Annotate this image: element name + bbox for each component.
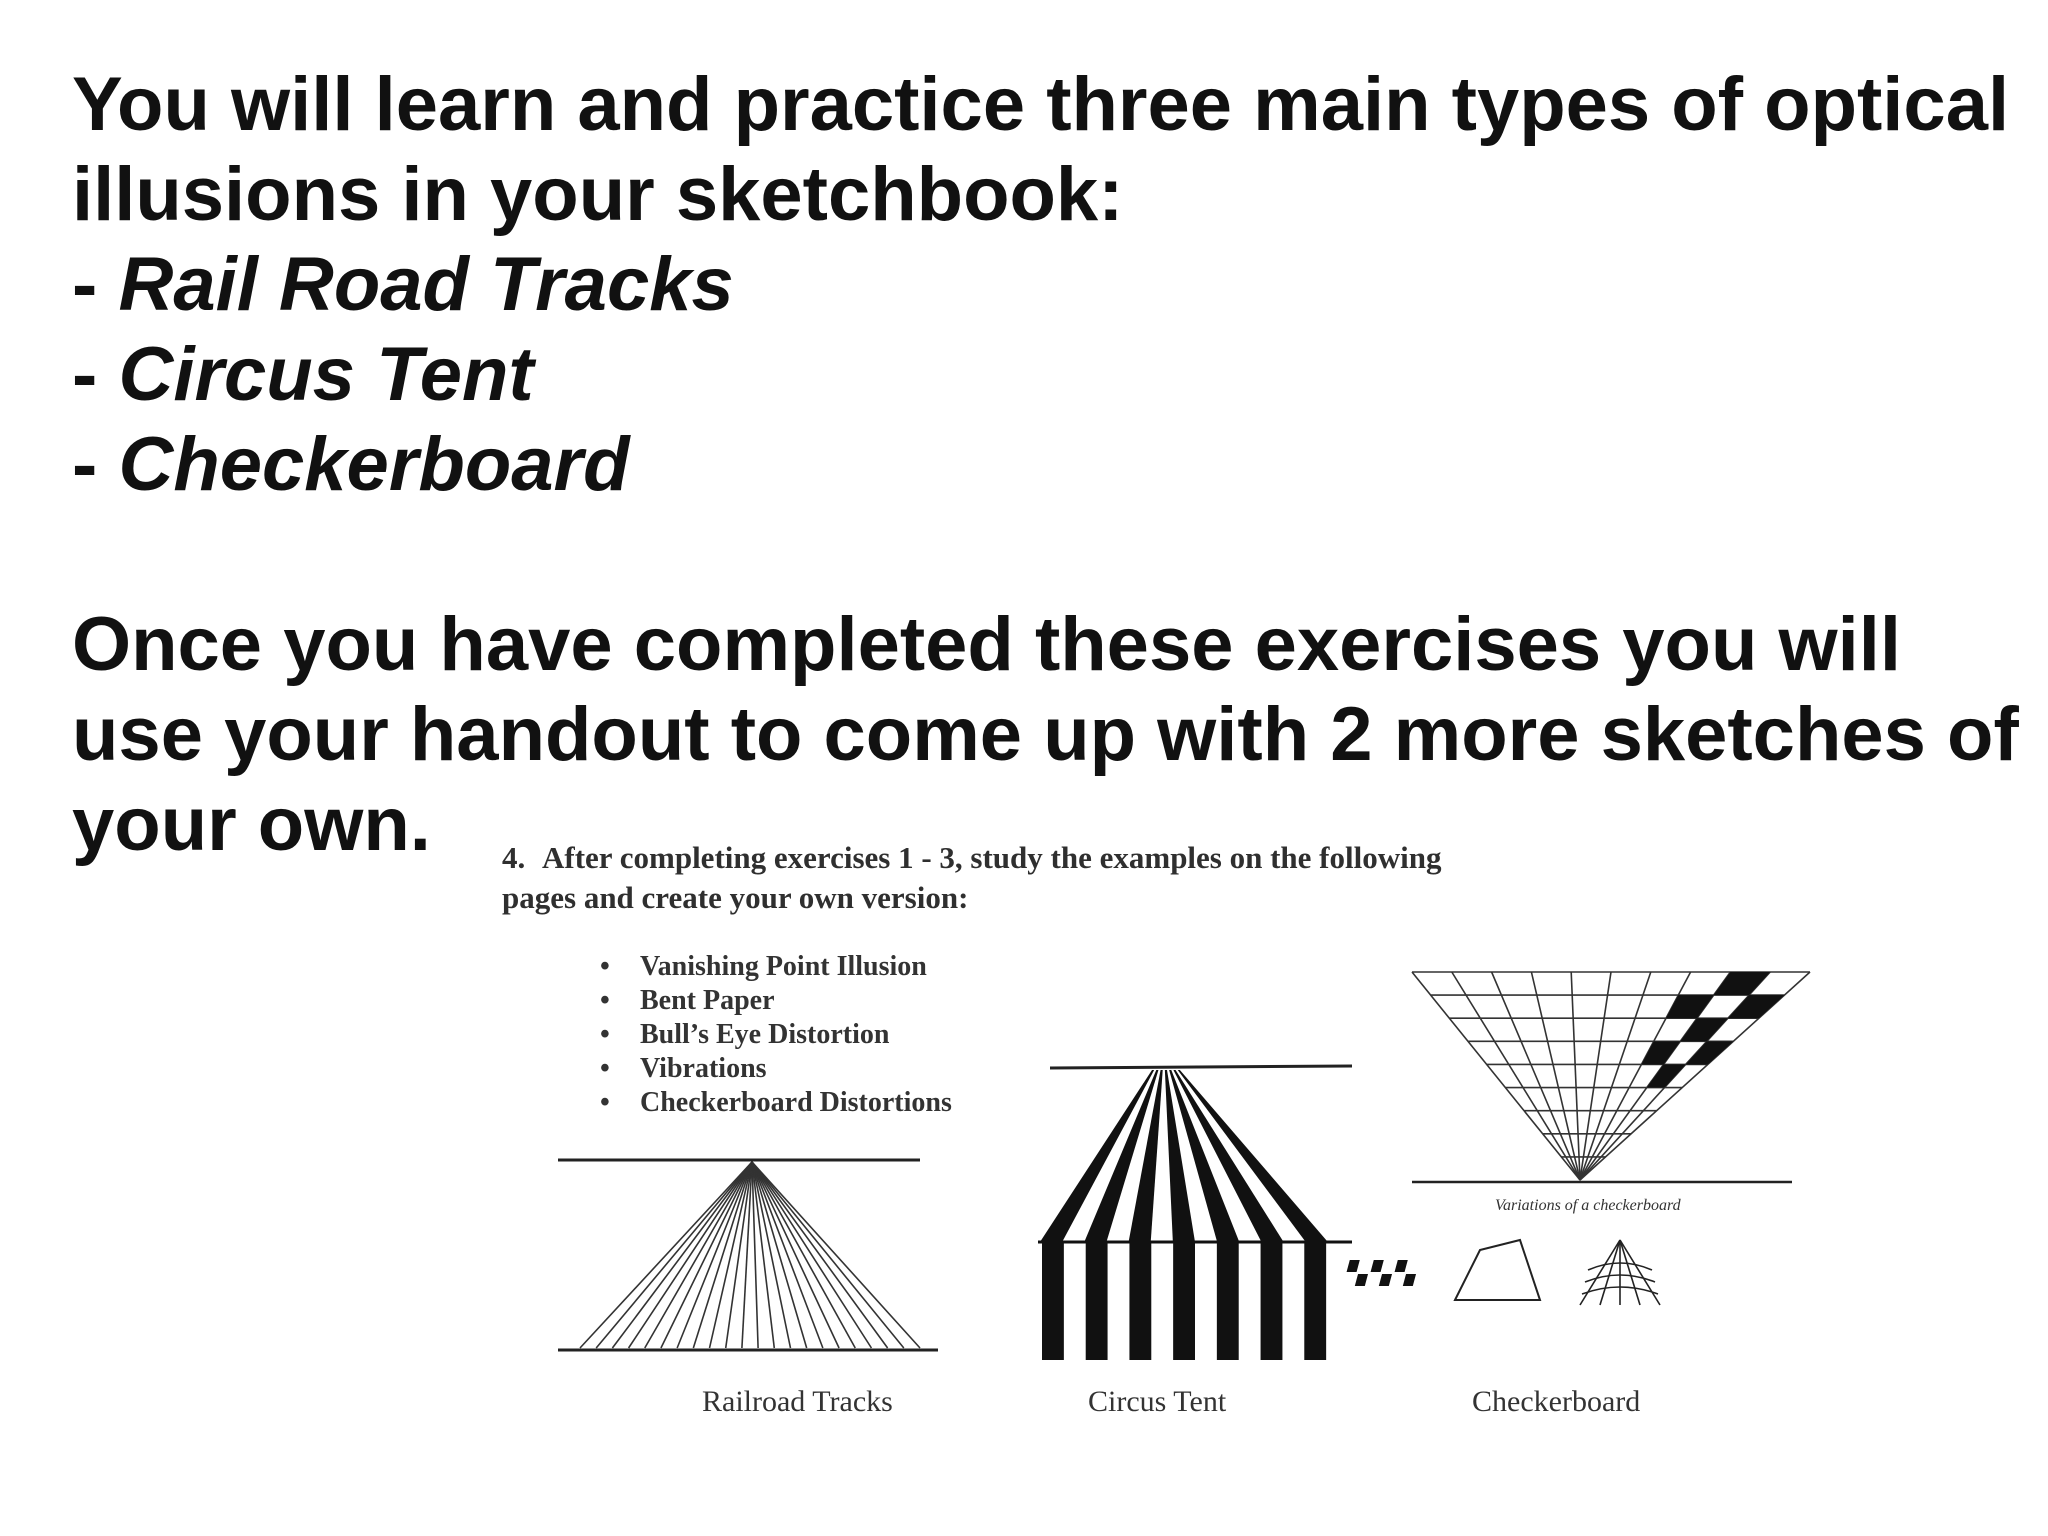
checker-cell — [1680, 1018, 1728, 1041]
type-label: Checkerboard — [118, 422, 630, 507]
web-radial-line — [1620, 1240, 1640, 1305]
example-item: • Checkerboard Distortions — [600, 1086, 952, 1120]
type-label: Rail Road Tracks — [118, 242, 734, 327]
grid-converging-line — [1452, 972, 1580, 1180]
perspective-line — [677, 1162, 752, 1348]
example-item: • Bull’s Eye Distortion — [600, 1018, 952, 1052]
step-number: 4. — [502, 840, 526, 875]
checker-cell — [1728, 995, 1785, 1018]
tent-wall-stripe — [1304, 1242, 1326, 1360]
example-item: • Vanishing Point Illusion — [600, 950, 952, 984]
instruction-line-2: pages and create your own version: — [502, 880, 969, 915]
grid-converging-line — [1412, 972, 1580, 1180]
perspective-line — [752, 1162, 855, 1348]
tent-wall-stripe — [1086, 1242, 1108, 1360]
checker-cell — [1714, 972, 1771, 995]
tent-wall-stripe — [1129, 1242, 1151, 1360]
slide-text — [72, 60, 2019, 870]
warped-checker-cell — [1371, 1260, 1384, 1272]
web-radial-line — [1580, 1240, 1620, 1305]
example-item: • Vibrations — [600, 1052, 952, 1086]
type-label: Circus Tent — [118, 332, 534, 417]
caption-circus-tent: Circus Tent — [1088, 1385, 1227, 1418]
tent-wall-stripe — [1042, 1242, 1064, 1360]
paragraph-spacer — [72, 510, 2012, 600]
perspective-line — [580, 1162, 752, 1348]
type-item-rail-road-tracks — [72, 240, 2012, 330]
circus-tent-drawing — [1038, 1066, 1352, 1360]
intro-line-2: illusions in your sketchbook: — [72, 152, 1124, 237]
outro-line-1: Once you have completed these exercises you will — [72, 602, 1901, 687]
instruction-line-1: After completing exercises 1 - 3, study the examples on the following — [542, 840, 1442, 875]
tent-wall-stripe — [1173, 1242, 1195, 1360]
grid-converging-line — [1580, 972, 1611, 1180]
perspective-line — [752, 1162, 807, 1348]
warped-sample-outline — [1455, 1240, 1540, 1300]
handwritten-note: Variations of a checkerboard — [1495, 1197, 1681, 1214]
web-radial-line — [1600, 1240, 1620, 1305]
warped-checker-cell — [1347, 1260, 1360, 1272]
warped-checker-cell — [1403, 1274, 1416, 1286]
handout-image — [480, 830, 1830, 1490]
checkerboard-drawing — [1347, 972, 1810, 1305]
checker-cell — [1686, 1041, 1734, 1064]
example-item: • Bent Paper — [600, 984, 952, 1018]
warped-checker-cell — [1355, 1274, 1368, 1286]
perspective-line — [752, 1162, 839, 1348]
grid-converging-line — [1492, 972, 1580, 1180]
horizon-line — [1050, 1066, 1352, 1068]
type-dash: - — [72, 332, 119, 417]
type-dash: - — [72, 242, 119, 327]
web-radial-line — [1620, 1240, 1660, 1305]
outro-line-3: your own. — [72, 782, 431, 867]
caption-checkerboard: Checkerboard — [1472, 1385, 1641, 1418]
tent-wall-stripe — [1217, 1242, 1239, 1360]
type-item-checkerboard — [72, 420, 2012, 510]
perspective-line — [752, 1162, 904, 1348]
perspective-line — [752, 1162, 920, 1348]
warped-checker-cell — [1379, 1274, 1392, 1286]
perspective-line — [752, 1162, 888, 1348]
type-item-circus-tent — [72, 330, 2012, 420]
tent-wall-stripe — [1261, 1242, 1283, 1360]
caption-railroad-tracks: Railroad Tracks — [702, 1385, 893, 1418]
warped-checker-cell — [1395, 1260, 1408, 1272]
checker-cell — [1666, 995, 1714, 1018]
perspective-line — [645, 1162, 752, 1348]
type-dash: - — [72, 422, 119, 507]
checker-cell — [1647, 1064, 1686, 1087]
perspective-line — [629, 1162, 752, 1348]
intro-line-1: You will learn and practice three main types of optical — [72, 62, 2010, 147]
outro-line-2: use your handout to come up with 2 more sketches of — [72, 692, 2019, 777]
railroad-tracks-drawing — [558, 1160, 938, 1350]
